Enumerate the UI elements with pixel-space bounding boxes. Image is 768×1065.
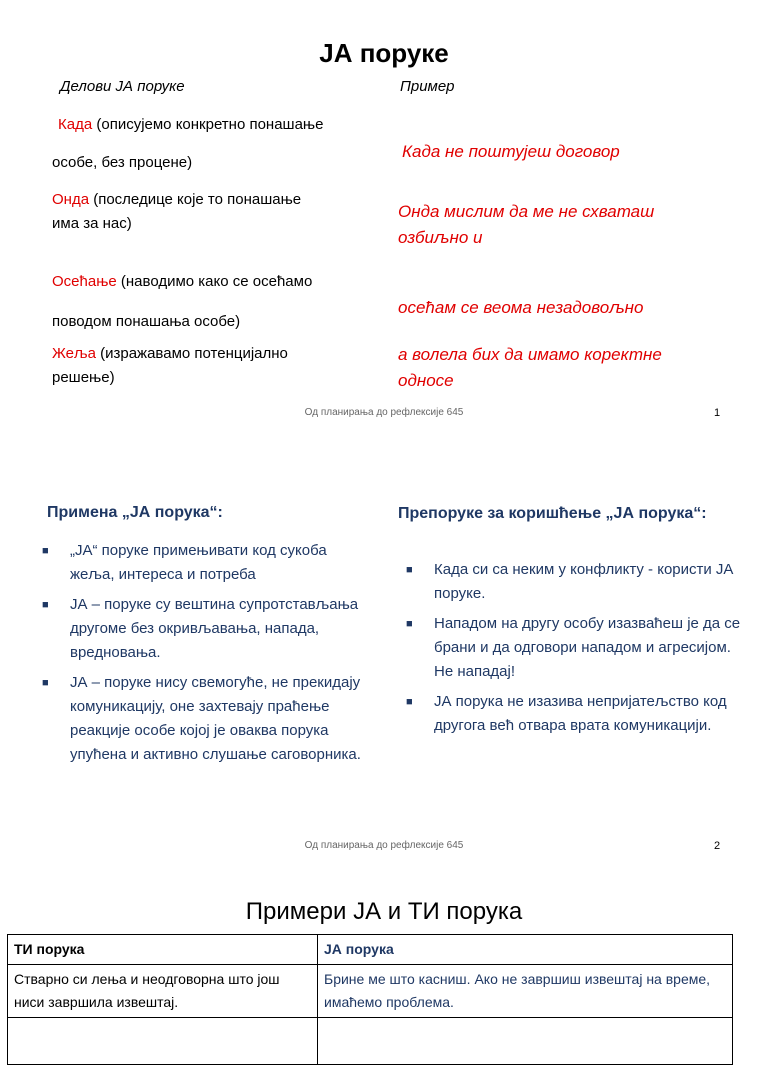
part-kada — [58, 113, 388, 137]
examples-table — [7, 934, 733, 1065]
ja-message-cell: Брине ме што касниш. Ако не завршиш извештај на време, имаћемо проблема. — [318, 965, 733, 1018]
list-item: ■ ЈА – поруке су вештина супротстављања другоме без окривљавања, напада, вредновања. — [40, 593, 365, 665]
part-keyword: Осећање — [52, 273, 117, 290]
part-description: (описујемо конкретно понашање — [92, 116, 324, 133]
example-column-header: Пример — [400, 78, 455, 95]
column-header-ti: ТИ порука — [8, 935, 318, 965]
slide1-title: ЈА поруке — [319, 38, 449, 68]
example-zelja: а волела бих да имамо коректне — [398, 345, 662, 364]
part-onda — [52, 188, 382, 212]
slide2-footer: Од планирања до рефлексије 645 — [304, 840, 464, 851]
example-osecanje: осећам се веома незадовољно — [398, 298, 644, 317]
table-header-row — [8, 935, 733, 965]
part-keyword: Онда — [52, 191, 90, 208]
table-cell — [8, 1018, 318, 1065]
part-description-continued: поводом понашања особе) — [52, 313, 241, 330]
bullet-icon: ■ — [406, 618, 413, 630]
part-description: (наводимо како се осећамо — [116, 273, 313, 290]
slide1-footer: Од планирања до рефлексије 645 — [304, 407, 464, 418]
slide3-title: Примери ЈА и ТИ порука — [245, 898, 523, 925]
table-cell — [318, 1018, 733, 1065]
part-keyword: Када — [58, 116, 93, 133]
column-header-ja: ЈА порука — [318, 935, 733, 965]
part-description: (изражавамо потенцијално — [95, 345, 288, 362]
example-onda: Онда мислим да ме не схваташ — [398, 202, 655, 221]
part-description-continued: особе, без процене) — [52, 154, 193, 171]
example-zelja-continued: односе — [398, 371, 454, 390]
part-zelja — [52, 342, 382, 366]
list-item: ■ ЈА – поруке нису свемогуће, не прекидају комуникацију, оне захтевају праћење реакције особе којој је оваква порука упућена и активно слушање саговорника. — [40, 671, 365, 767]
recommendations-list — [404, 558, 744, 744]
part-description-continued: има за нас) — [52, 215, 132, 232]
recommendations-heading: Препоруке за коришћење „ЈА порука“: — [398, 505, 707, 522]
slide1-page-number: 1 — [714, 407, 721, 419]
part-keyword: Жеља — [52, 345, 96, 362]
list-item: ■ „ЈА“ поруке примењивати код сукоба жеља, интереса и потреба — [40, 539, 365, 587]
table-row — [8, 965, 733, 1018]
application-heading: Примена „ЈА порука“: — [47, 504, 223, 521]
table-row — [8, 1018, 733, 1065]
list-item: ■ Нападом на другу особу изазваћеш је да се брани и да одговори нападом и агресијом. Не нападај! — [404, 612, 744, 684]
bullet-icon: ■ — [42, 599, 49, 611]
bullet-icon: ■ — [42, 677, 49, 689]
ti-message-cell: Стварно си лења и неодговорна што још ниси завршила извештај. — [8, 965, 318, 1018]
part-description: (последице које то понашање — [89, 191, 302, 208]
bullet-icon: ■ — [42, 545, 49, 557]
part-description-continued: решење) — [52, 369, 115, 386]
example-kada: Када не поштујеш договор — [402, 142, 620, 161]
parts-column-header: Делови ЈА поруке — [60, 78, 185, 95]
part-osecanje — [52, 270, 382, 294]
list-item: ■ ЈА порука не изазива непријатељство код другога већ отвара врата комуникацији. — [404, 690, 744, 738]
bullet-icon: ■ — [406, 696, 413, 708]
slide2-page-number: 2 — [714, 840, 721, 852]
example-onda-continued: озбиљно и — [398, 228, 483, 247]
list-item: ■ Када си са неким у конфликту - користи ЈА поруке. — [404, 558, 744, 606]
application-list — [40, 539, 365, 773]
bullet-icon: ■ — [406, 564, 413, 576]
